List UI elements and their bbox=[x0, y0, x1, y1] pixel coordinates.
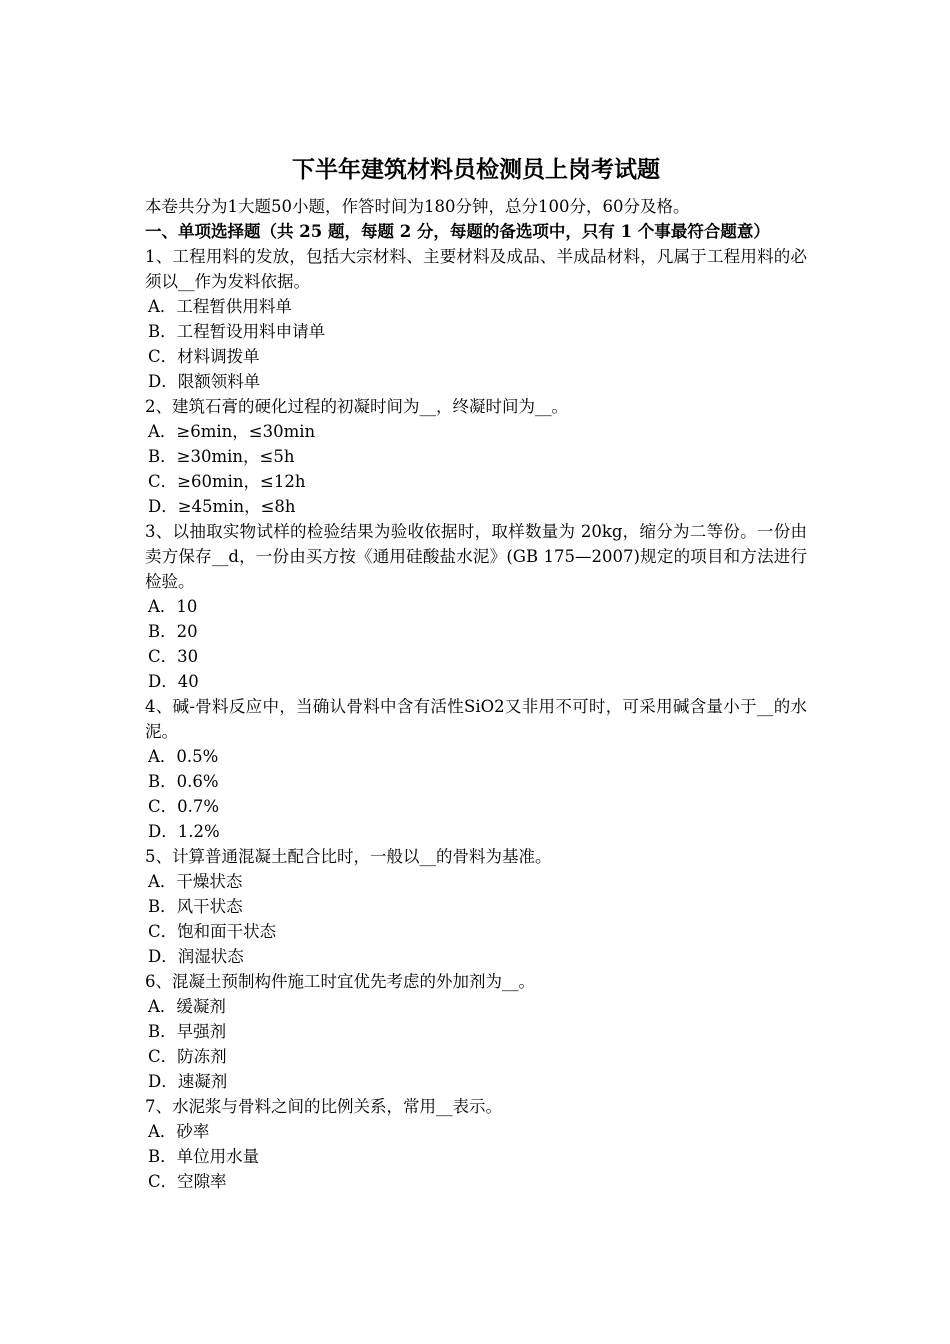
question-stem: 6、混凝土预制构件施工时宜优先考虑的外加剂为__。 bbox=[145, 972, 535, 991]
option-b: B．单位用水量 bbox=[148, 1147, 260, 1166]
option-list bbox=[145, 294, 807, 394]
option-b: B．早强剂 bbox=[148, 1022, 227, 1041]
document-title: 下半年建筑材料员检测员上岗考试题 bbox=[292, 156, 660, 183]
option-list bbox=[145, 744, 807, 844]
option-a: A．10 bbox=[148, 597, 198, 616]
question-2 bbox=[145, 394, 807, 519]
option-c: C．30 bbox=[148, 647, 199, 666]
option-d: D．40 bbox=[148, 672, 199, 691]
option-list bbox=[145, 1119, 807, 1194]
option-b: B．风干状态 bbox=[148, 897, 243, 916]
option-a: A．0.5% bbox=[148, 747, 219, 766]
option-d: D．限额领料单 bbox=[148, 372, 261, 391]
document-page bbox=[145, 150, 807, 1194]
option-a: A．干燥状态 bbox=[148, 872, 243, 891]
option-c: C．材料调拨单 bbox=[148, 347, 260, 366]
option-d: D．润湿状态 bbox=[148, 947, 244, 966]
question-stem: 2、建筑石膏的硬化过程的初凝时间为__，终凝时间为__。 bbox=[145, 397, 568, 416]
question-3 bbox=[145, 519, 807, 694]
question-6 bbox=[145, 969, 807, 1094]
question-7 bbox=[145, 1094, 807, 1194]
question-1 bbox=[145, 244, 807, 394]
option-b: B．≥30min，≤5h bbox=[148, 447, 295, 466]
question-4 bbox=[145, 694, 807, 844]
option-list bbox=[145, 419, 807, 519]
option-list bbox=[145, 594, 807, 694]
question-stem: 4、碱-骨料反应中，当确认骨料中含有活性SiO2又非用不可时，可采用碱含量小于__的水泥。 bbox=[145, 697, 807, 741]
option-c: C．0.7% bbox=[148, 797, 220, 816]
option-d: D．速凝剂 bbox=[148, 1072, 228, 1091]
option-list bbox=[145, 869, 807, 969]
section-heading: 一、单项选择题（共 25 题，每题 2 分，每题的备选项中，只有 1 个事最符合题意） bbox=[145, 222, 770, 241]
exam-intro: 本卷共分为1大题50小题，作答时间为180分钟，总分100分，60分及格。 bbox=[145, 197, 690, 216]
option-b: B．工程暂设用料申请单 bbox=[148, 322, 326, 341]
option-d: D．≥45min，≤8h bbox=[148, 497, 296, 516]
option-b: B．0.6% bbox=[148, 772, 219, 791]
question-stem: 5、计算普通混凝土配合比时，一般以__的骨料为基准。 bbox=[145, 847, 552, 866]
option-d: D．1.2% bbox=[148, 822, 220, 841]
question-stem: 1、工程用料的发放，包括大宗材料、主要材料及成品、半成品材料，凡属于工程用料的必须以__作为发料依据。 bbox=[145, 247, 807, 291]
option-a: A．≥6min，≤30min bbox=[148, 422, 316, 441]
option-b: B．20 bbox=[148, 622, 198, 641]
option-a: A．砂率 bbox=[148, 1122, 210, 1141]
option-list bbox=[145, 994, 807, 1094]
option-c: C．防冻剂 bbox=[148, 1047, 227, 1066]
option-a: A．工程暂供用料单 bbox=[148, 297, 292, 316]
question-5 bbox=[145, 844, 807, 969]
option-a: A．缓凝剂 bbox=[148, 997, 226, 1016]
option-c: C．空隙率 bbox=[148, 1172, 227, 1191]
question-stem: 7、水泥浆与骨料之间的比例关系，常用__表示。 bbox=[145, 1097, 502, 1116]
option-c: C．饱和面干状态 bbox=[148, 922, 277, 941]
option-c: C．≥60min，≤12h bbox=[148, 472, 306, 491]
question-stem: 3、以抽取实物试样的检验结果为验收依据时，取样数量为 20kg，缩分为二等份。一份由卖方保存__d，一份由买方按《通用硅酸盐水泥》(GB 175—2007)规定的项目和方法进行检验。 bbox=[145, 522, 807, 591]
